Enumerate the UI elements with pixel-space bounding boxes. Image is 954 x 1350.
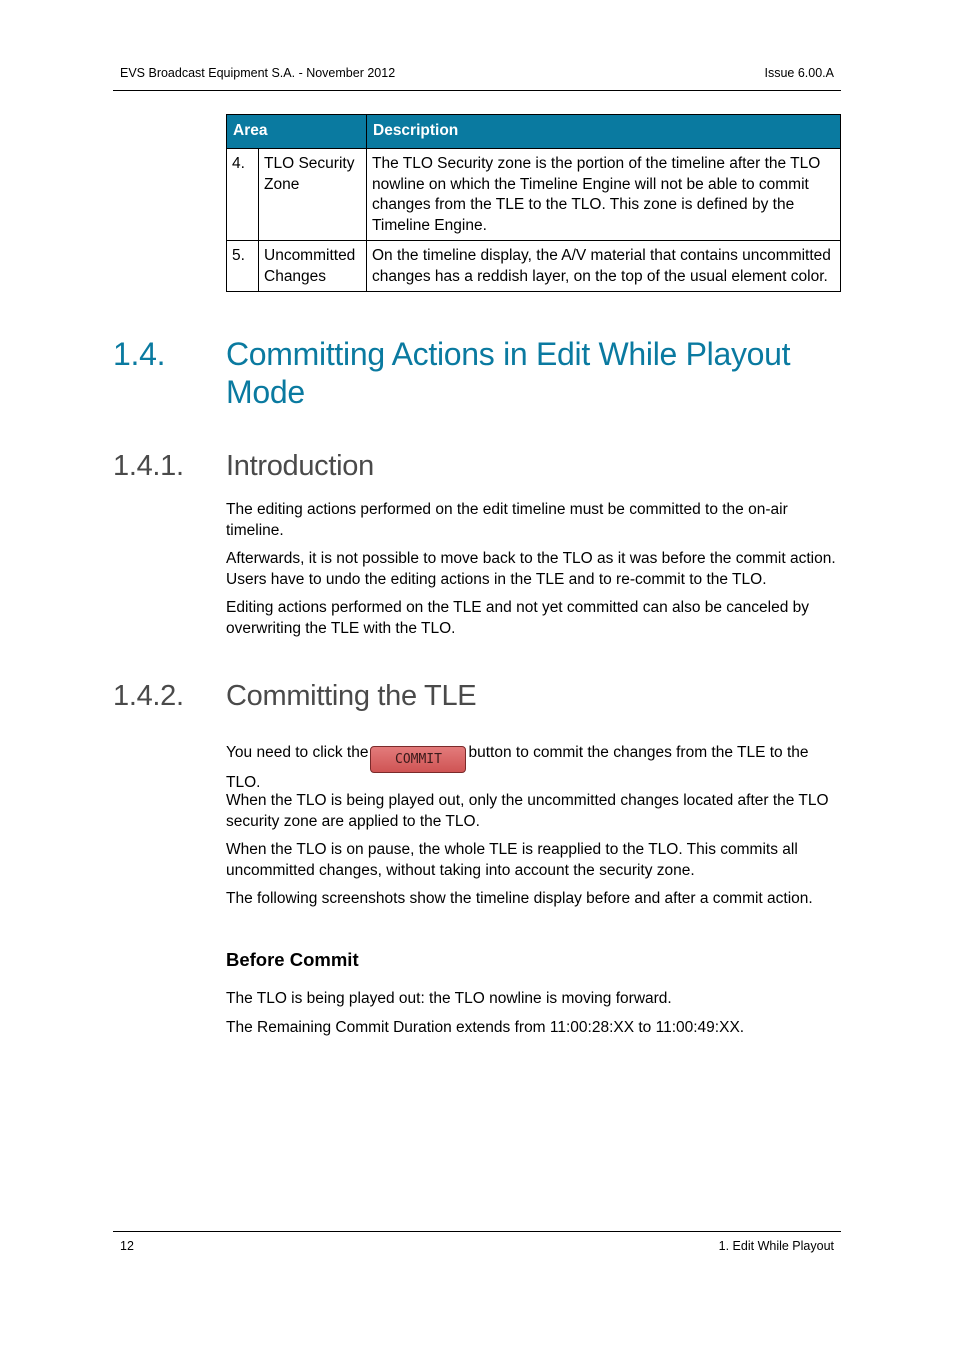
row-area: Uncommitted Changes [259, 241, 367, 292]
section-title: Committing Actions in Edit While Playout Mode [226, 336, 791, 410]
committing-title: Committing the TLE [226, 680, 477, 712]
intro-paragraph: Editing actions performed on the TLE and not yet committed can also be canceled by overwriting the TLE with the TLO. [226, 599, 810, 637]
table-row [227, 241, 841, 292]
row-description: On the timeline display, the A/V material that contains uncommitted changes has a reddish layer, on the top of the usual element color. [367, 241, 841, 292]
column-header-area: Area [227, 115, 367, 149]
row-number: 5. [227, 241, 259, 292]
committing-paragraph: When the TLO is being played out, only the uncommitted changes located after the TLO security zone are applied to the TLO. [226, 792, 829, 830]
before-commit-heading: Before Commit [226, 949, 359, 970]
committing-paragraph: When the TLO is on pause, the whole TLE is reapplied to the TLO. This commits all uncommitted changes, without taking into account the security zone. [226, 841, 798, 879]
header-issue: Issue 6.00.A [764, 66, 834, 80]
intro-paragraph: The editing actions performed on the edit timeline must be committed to the on-air timeline. [226, 501, 788, 539]
commit-instruction-paragraph [226, 743, 841, 794]
commit-instruction-before: You need to click the [226, 744, 369, 761]
commit-button[interactable]: COMMIT [370, 746, 466, 773]
table-row [227, 149, 841, 241]
before-commit-paragraph: The TLO is being played out: the TLO nowline is moving forward. [226, 990, 672, 1007]
page-header [113, 66, 841, 91]
intro-title: Introduction [226, 450, 374, 482]
committing-paragraph: The following screenshots show the timeline display before and after a commit action. [226, 890, 813, 907]
column-header-description: Description [367, 115, 841, 149]
row-description: The TLO Security zone is the portion of the timeline after the TLO nowline on which the Timeline Engine will not be able to commit changes from the TLE to the TLO. This zone is defined by the Timeline Engine. [367, 149, 841, 241]
commit-instruction-after: button to commit the changes from the TLE to the TLO. [226, 744, 809, 791]
row-number: 4. [227, 149, 259, 241]
area-description-table [226, 114, 841, 292]
footer-chapter: 1. Edit While Playout [718, 1239, 834, 1253]
row-area: TLO Security Zone [259, 149, 367, 241]
intro-number: 1.4.1. [113, 450, 184, 482]
committing-number: 1.4.2. [113, 680, 184, 712]
intro-paragraph: Afterwards, it is not possible to move back to the TLO as it was before the commit action. Users have to undo the editing actions in the TLE and to re-commit to the TLO. [226, 550, 836, 588]
page-footer [113, 1231, 841, 1253]
section-number: 1.4. [113, 336, 166, 372]
before-commit-paragraph: The Remaining Commit Duration extends from 11:00:28:XX to 11:00:49:XX. [226, 1019, 745, 1036]
table-header-row [227, 115, 841, 149]
header-left-text: EVS Broadcast Equipment S.A. - November 2012 [120, 66, 396, 80]
page-number: 12 [120, 1239, 134, 1253]
